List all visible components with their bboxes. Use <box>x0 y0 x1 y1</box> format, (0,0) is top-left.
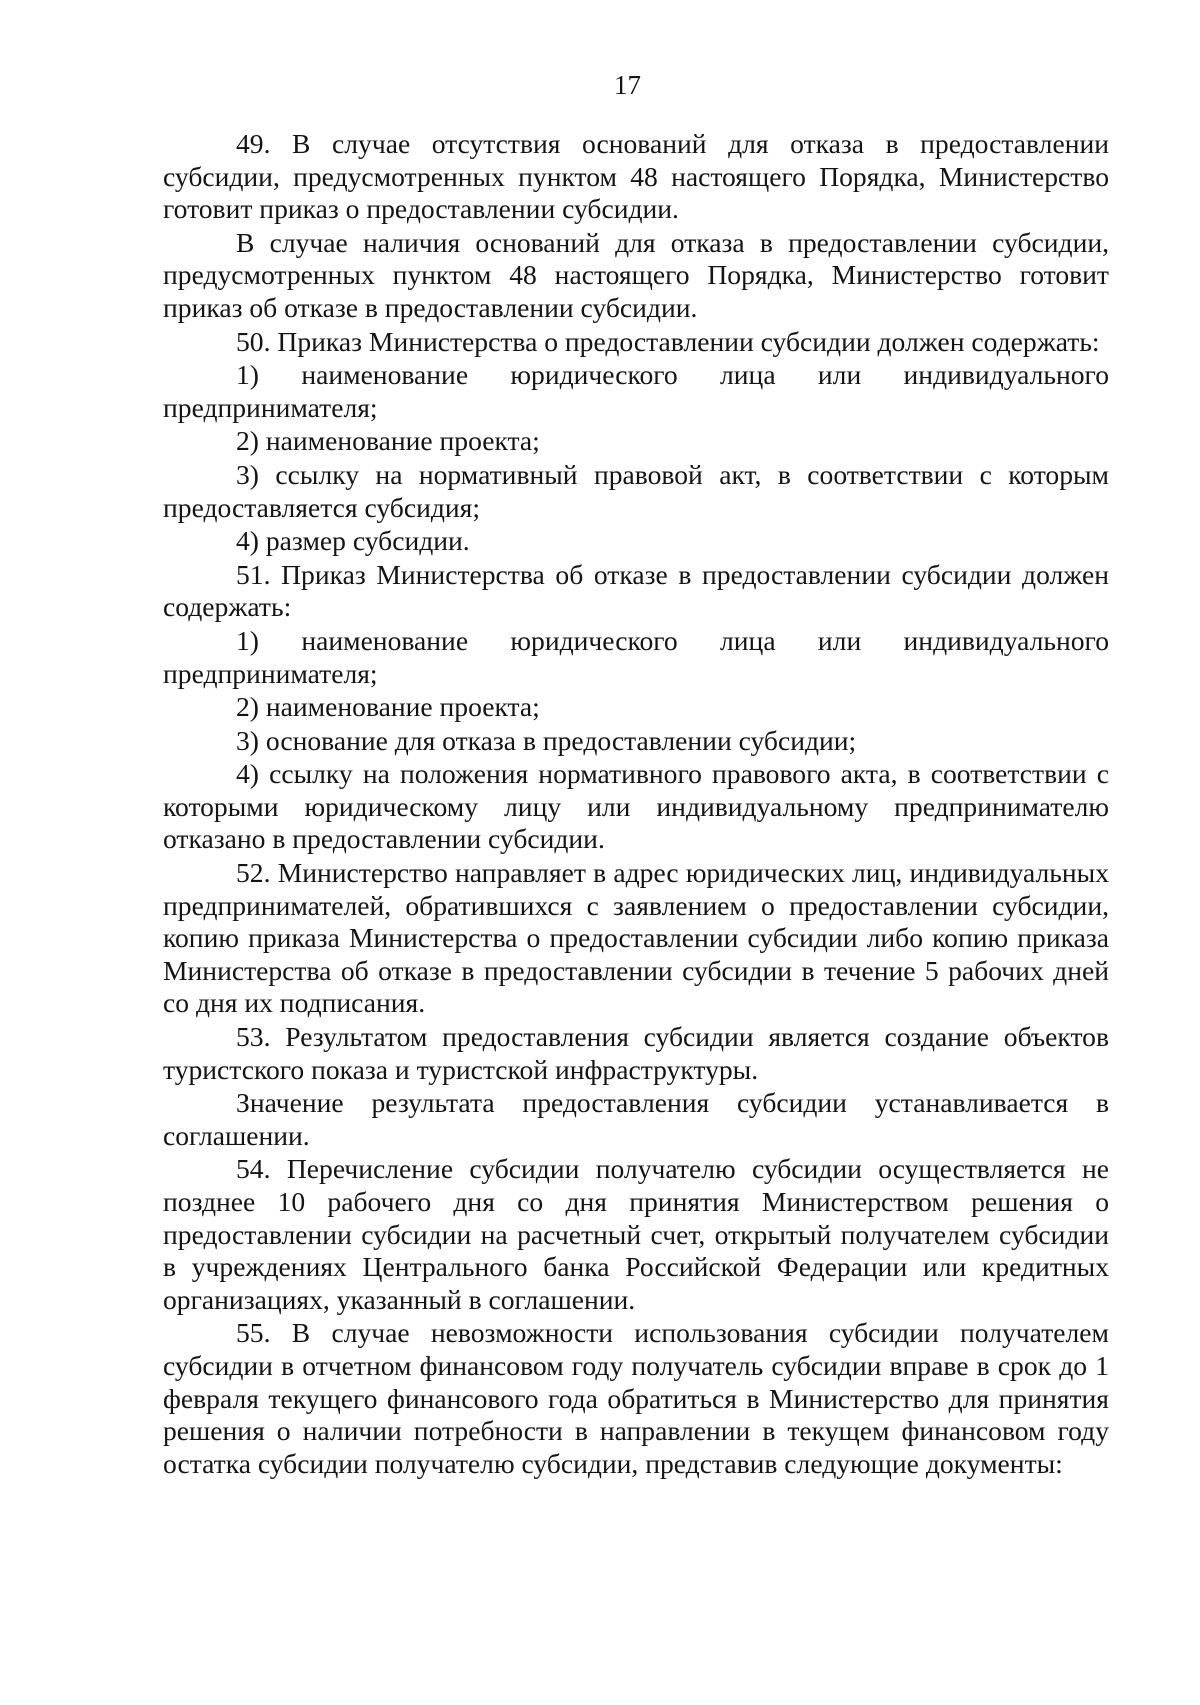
paragraph-50-item-1: 1) наименование юридического лица или индивидуального предпринимателя; <box>163 359 1109 423</box>
paragraph-50: 50. Приказ Министерства о предоставлении субсидии должен содержать: <box>236 325 1100 357</box>
paragraph-51-item-2: 2) наименование проекта; <box>236 691 540 723</box>
paragraph-51-item-3: 3) основание для отказа в предоставлении субсидии; <box>236 724 857 756</box>
paragraph-50-item-3: 3) ссылку на нормативный правовой акт, в соответствии с которым предоставляется субсидия; <box>163 458 1109 523</box>
paragraph-53-value: Значение результата предоставления субсидии устанавливается в соглашении. <box>163 1087 1109 1151</box>
paragraph-52: 52. Министерство направляет в адрес юридических лиц, индивидуальных предпринимателей, обратившихся с заявлением о предоставлении субсидии, копию приказа Министерства о предоставлении субсидии либо копию приказа Министерства об отказе в предоставлении субсидии в течение 5 рабочих дней со дня их подписания. <box>163 857 1109 1019</box>
paragraph-50-item-2: 2) наименование проекта; <box>236 425 540 457</box>
paragraph-49-refusal: В случае наличия оснований для отказа в предоставлении субсидии, предусмотренных пунктом 48 настоящего Порядка, Министерство готовит приказ об отказе в предоставлении субсидии. <box>163 226 1109 323</box>
paragraph-54: 54. Перечисление субсидии получателю субсидии осуществляется не позднее 10 рабочего дня со дня принятия Министерством решения о предоставлении субсидии на расчетный счет, открытый получателем субсидии в учреждениях Центрального банка Российской Федерации или кредитных организациях, указанный в соглашении. <box>163 1153 1109 1315</box>
paragraph-50-item-4: 4) размер субсидии. <box>236 525 470 557</box>
paragraph-51: 51. Приказ Министерства об отказе в предоставлении субсидии должен содержать: <box>163 558 1109 623</box>
paragraph-55: 55. В случае невозможности использования субсидии получателем субсидии в отчетном финансовом году получатель субсидии вправе в срок до 1 февраля текущего финансового года обратиться в Министерство для принятия решения о наличии потребности в направлении в текущем финансовом году остатка субсидии получателю субсидии, представив следующие документы: <box>163 1317 1109 1479</box>
paragraph-49: 49. В случае отсутствия оснований для отказа в предоставлении субсидии, предусмотренных пунктом 48 настоящего Порядка, Министерство готовит приказ о предоставлении субсидии. <box>163 128 1109 225</box>
document-body <box>163 128 1109 1481</box>
paragraph-51-item-4: 4) ссылку на положения нормативного правового акта, в соответствии с которыми юридическому лицу или индивидуальному предпринимателю отказано в предоставлении субсидии. <box>163 758 1109 855</box>
page-number: 17 <box>614 70 641 100</box>
paragraph-53: 53. Результатом предоставления субсидии является создание объектов туристского показа и туристской инфраструктуры. <box>163 1021 1109 1085</box>
paragraph-51-item-1: 1) наименование юридического лица или индивидуального предпринимателя; <box>163 624 1109 689</box>
